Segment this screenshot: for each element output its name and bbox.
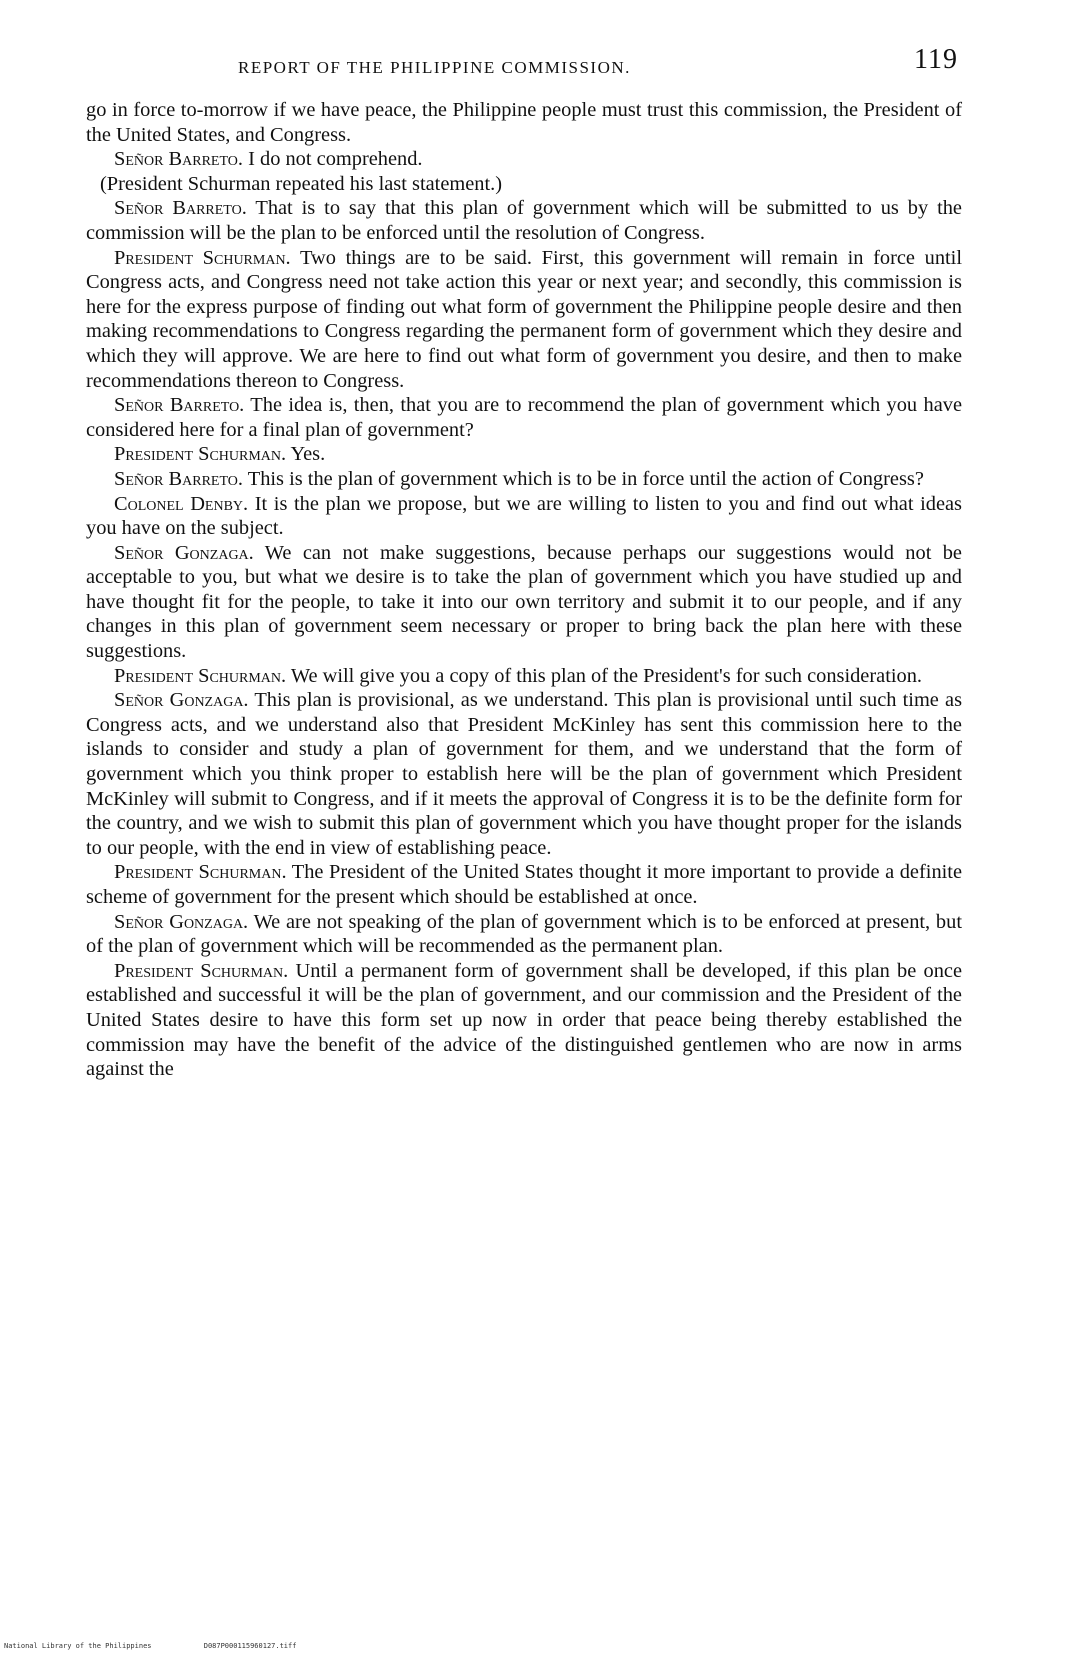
speaker-name: Señor Barreto. xyxy=(114,394,245,417)
speaker-name: President Schurman. xyxy=(114,861,287,884)
paragraph-text: Yes. xyxy=(290,443,326,466)
speaker-name: Señor Gonzaga. xyxy=(114,541,254,564)
paragraph-text: (President Schurman repeated his last statement.) xyxy=(100,172,503,195)
speaker-name: President Schurman. xyxy=(114,664,287,687)
library-credit: National Library of the Philippines xyxy=(4,1642,152,1650)
stage-direction xyxy=(86,172,962,197)
speaker-name: Señor Gonzaga. xyxy=(114,689,249,712)
paragraph xyxy=(86,147,962,172)
paragraph-text: We are not speaking of the plan of government which is to be enforced at present, but of the plan of government which will be recommended as the permanent plan. xyxy=(86,910,962,958)
paragraph-text: That is to say that this plan of government which will be submitted to us by the commission will be the plan to be enforced until the resolution of Congress. xyxy=(86,197,962,244)
paragraph xyxy=(86,860,962,909)
speaker-name: Señor Barreto. xyxy=(114,197,247,220)
paragraph xyxy=(86,196,962,245)
paragraph-text: This is the plan of government which is to be in force until the action of Congress? xyxy=(247,467,924,490)
paragraph xyxy=(86,541,962,664)
paragraph-text: Two things are to be said. First, this government will remain in force until Congress acts, and Congress need not take action this year or next year; and secondly, this commission is here for the express purpose of finding out what form of government the Philippine people desire and then making recommendations to Congress regarding the permanent form of government which they desire and which they will approve. We are here to find out what form of government you desire, and then to make recommendations thereon to Congress. xyxy=(86,246,963,392)
paragraph-text: We will give you a copy of this plan of the President's for such consideration. xyxy=(290,664,923,687)
scan-filename: D087P000115960127.tiff xyxy=(203,1642,297,1650)
page-number: 119 xyxy=(914,44,958,75)
paragraph-text: Until a permanent form of government shall be developed, if this plan be once established and successful it will be the plan of government, and our commission and the President of the United States desire to have this form set up now in order that peace being thereby established the commission may have the benefit of the advice of the distinguished gentlemen who are now in arms against the xyxy=(86,959,962,1081)
paragraph-text: go in force to-morrow if we have peace, the Philippine people must trust this commission, the President of the United States, and Congress. xyxy=(86,99,962,146)
paragraph-text: We can not make suggestions, because perhaps our suggestions would not be acceptable to you, but what we desire is to take the plan of government which you have studied up and have thought fit for the people, to take it into our own territory and submit it to our people, and if any changes in this plan of government seem necessary or proper to bring back the plan here with these suggestions. xyxy=(86,541,962,663)
paragraph xyxy=(86,688,962,860)
body-text xyxy=(86,98,962,1082)
paragraph xyxy=(86,467,962,492)
speaker-name: President Schurman. xyxy=(114,959,289,982)
paragraph xyxy=(86,664,962,689)
page-header xyxy=(88,44,960,84)
running-title: REPORT OF THE PHILIPPINE COMMISSION. xyxy=(238,58,631,77)
speaker-name: President Schurman. xyxy=(114,246,291,269)
paragraph-text: I do not comprehend. xyxy=(248,148,423,171)
paragraph xyxy=(86,959,962,1082)
paragraph xyxy=(86,246,962,394)
paragraph xyxy=(86,98,962,147)
paragraph-text: It is the plan we propose, but we are willing to listen to you and find out what ideas you have on the subject. xyxy=(86,492,962,540)
paragraph-text: The President of the United States thought it more important to provide a definite scheme of government for the present which should be established at once. xyxy=(86,861,963,908)
speaker-name: Colonel Denby. xyxy=(114,492,249,515)
speaker-name: President Schurman. xyxy=(114,443,287,466)
paragraph-text: This plan is provisional, as we understand. This plan is provisional until such time as Congress acts, and we understand also that President McKinley has sent this commission here to the islands to consider and study a plan of government for them, and we understand that the form of government which you think proper to establish here will be the plan of government which President McKinley will submit to Congress, and if it meets the approval of Congress it is to be the definite form for the country, and we wish to submit this plan of government which you have thought proper for the islands to our people, with the end in view of establishing peace. xyxy=(86,689,963,859)
speaker-name: Señor Barreto. xyxy=(114,148,243,171)
paragraph xyxy=(86,393,962,442)
paragraph xyxy=(86,492,962,541)
paragraph xyxy=(86,442,962,467)
paragraph xyxy=(86,910,962,959)
scan-footer xyxy=(4,1642,344,1650)
paragraph-text: The idea is, then, that you are to recommend the plan of government which you have considered here for a final plan of government? xyxy=(86,394,962,441)
speaker-name: Señor Gonzaga. xyxy=(114,910,249,933)
speaker-name: Señor Barreto. xyxy=(114,467,243,490)
